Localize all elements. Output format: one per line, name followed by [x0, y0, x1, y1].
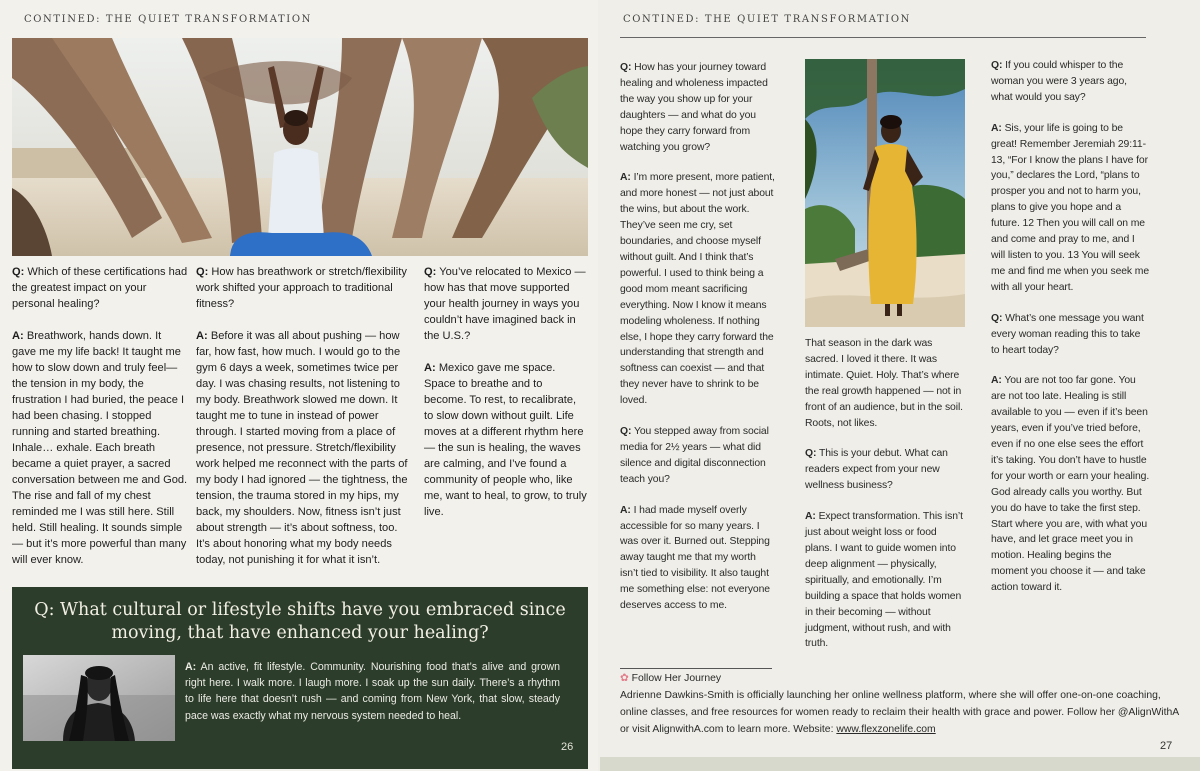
q-label: Q: [620, 426, 632, 438]
a-label: A: [620, 504, 631, 516]
q-label: Q: [991, 312, 1003, 324]
answer-text: You are not too far gone. You are not too late. Healing is still available to you — even if it’s been years, even if you’ve tried before, even if no one else sees the effort it’s taking. You don’t have to hustle for your worth or earn your healing. God already calls you worthy. But you do have to take the first step. Start where you are, with what you have, and let grace meet you in motion. Healing begins the moment you choose it — and take action toward it. [991, 375, 1150, 594]
question-text: Which of these certifications had the greatest impact on your personal healing? [12, 266, 188, 310]
follow-body: Adrienne Dawkins-Smith is officially launching her online wellness platform, where she will offer one-on-one coaching, online classes, and free resources for women ready to reclaim their health with grace and power. Follow her @AlignWithA or visit AlignwithA.com to learn more. Website: [620, 690, 1179, 735]
answer-text: Expect transformation. This isn’t just about weight loss or food plans. I want to guide women into deep alignment — physically, spiritually, and emotionally. I’m building a space that holds women in their becoming — without judgment, without rush, and with truth. [805, 511, 963, 650]
q-label: Q: [991, 60, 1003, 71]
page-number: 27 [1160, 740, 1173, 752]
q-label: Q: [424, 266, 437, 278]
answer-text: Before it was all about pushing — how far, how fast, how much. I would go to the gym 6 days a week, sometimes twice per day. I was chasing results, not listening to my body. Breathwork slowed me down. It taught me to tune in instead of power through. I started moving from a place of presence, not pressure. Stretch/flexibility work helped me reconnect with the parts of my body I had ignored — the tightness, the tension, the trauma stored in my hips, my back, my shoulders. Now, fitness isn’t just about strength — it’s about softness, too. It’s about honoring what my body needs today, not punishing it for what it isn’t. [196, 330, 408, 566]
callout-question: Q: What cultural or lifestyle shifts have you embraced since moving, that have enhanced your healing? [34, 600, 566, 643]
question-text: What’s one message you want every woman reading this to take to heart today? [991, 312, 1144, 356]
a-label: A: [805, 511, 816, 523]
left-page [0, 0, 598, 771]
a-label: A: [991, 122, 1002, 134]
q-label: Q: [12, 266, 25, 278]
header-rule [620, 37, 1146, 38]
answer-text: An active, fit lifestyle. Community. Nourishing food that’s alive and grown right here. I walk more. I laugh more. I soak up the sun daily. There’s a rhythm to life here that doesn’t rush — and coming from New York, that slow, steady pace was exactly what my nervous system needed to heal. [185, 661, 561, 722]
column-1 [620, 60, 776, 629]
bottom-band [600, 757, 1200, 771]
meditation-photo [12, 38, 588, 256]
a-label: A: [620, 172, 631, 184]
follow-section [620, 670, 1180, 738]
column-2 [196, 264, 408, 584]
answer-text: Mexico gave me space. Space to breathe and to become. To rest, to recalibrate, to slow down without guilt. Life moves at a different rhythm here — the sun is healing, the waves are calming, and I’ve found a community of people who, like me, want to heal, to grow, to truly live. [424, 362, 587, 518]
portrait-photo [23, 655, 175, 741]
question-text: This is your debut. What can readers expect from your new wellness business? [805, 448, 948, 492]
question-text: You’ve relocated to Mexico — how has that move supported your health journey in ways you couldn’t have imagined back in the U.S.? [424, 266, 586, 342]
question-text: How has breathwork or stretch/flexibility work shifted your approach to traditional fitness? [196, 266, 407, 310]
question-text: If you could whisper to the woman you were 3 years ago, what would you say? [991, 60, 1127, 103]
column-3 [991, 58, 1151, 611]
running-head: CONTINED: THE QUIET TRANSFORMATION [623, 14, 911, 25]
follow-rule [620, 668, 772, 669]
column-2 [805, 336, 965, 667]
column-3 [424, 264, 588, 536]
answer-text: Breathwork, hands down. It gave me my life back! It taught me how to slow down and truly feel—the tension in my body, the frustration I had buried, the peace I had been chasing. I stopped running and started breathing. Inhale… exhale. Each breath became a quiet prayer, a sacred conversation between me and God. The rise and fall of my chest reminded me I was still here. Still held. Still healing. It sounds simple — but it’s more powerful than many will ever know. [12, 330, 188, 566]
photo-caption: That season in the dark was sacred. I loved it there. It was intimate. Quiet. Holy. That’s where the real growth happened — not in front of an audience, but in the soil. Roots, not likes. [805, 338, 963, 429]
follow-heading-text: Follow Her Journey [631, 673, 722, 684]
column-1 [12, 264, 188, 584]
yellow-dress-photo [805, 59, 965, 327]
flower-icon: ✿ [620, 673, 629, 684]
answer-text: Sis, your life is going to be great! Remember Jeremiah 29:11-13, “For I know the plans I have for you,” declares the Lord, “plans to prosper you and not to harm you, plans to give you hope and a future. 12 Then you will call on me and come and pray to me, and I will listen to you. 13 You will seek me and find me when you seek me with all your heart. [991, 122, 1150, 293]
q-label: Q: [805, 448, 817, 460]
a-label: A: [424, 362, 436, 374]
right-page [600, 0, 1200, 771]
callout-box [12, 587, 588, 769]
page-number: 26 [561, 741, 574, 753]
a-label: A: [12, 330, 24, 342]
follow-heading [620, 670, 1180, 687]
answer-text: I had made myself overly accessible for so many years. I was over it. Burned out. Stepping away taught me that my worth isn’t tied to visibility. It also taught me something else: not everyone deserves access to me. [620, 504, 770, 612]
a-label: A: [991, 375, 1002, 387]
website-link[interactable]: www.flexzonelife.com [836, 724, 936, 735]
a-label: A: [196, 330, 208, 342]
a-label: A: [185, 661, 197, 673]
question-text: How has your journey toward healing and wholeness impacted the way you show up for your daughters — and what do you hope they carry forward from watching you grow? [620, 62, 768, 153]
question-text: You stepped away from social media for 2½ years — what did silence and digital disconnection teach you? [620, 426, 769, 485]
answer-text: I’m more present, more patient, and more honest — not just about the wins, but about the work. They’ve seen me cry, set boundaries, and choose myself without guilt. And I think that’s powerful. I used to think being a good mom meant sacrificing everything. Now I know it means modeling wholeness. If nothing else, I hope they carry forward the understanding that strength and softness can coexist — and that they never have to shrink to be loved. [620, 172, 775, 407]
callout-answer [185, 659, 560, 724]
running-head: CONTINED: THE QUIET TRANSFORMATION [24, 14, 312, 25]
q-label: Q: [620, 62, 632, 73]
q-label: Q: [196, 266, 209, 278]
